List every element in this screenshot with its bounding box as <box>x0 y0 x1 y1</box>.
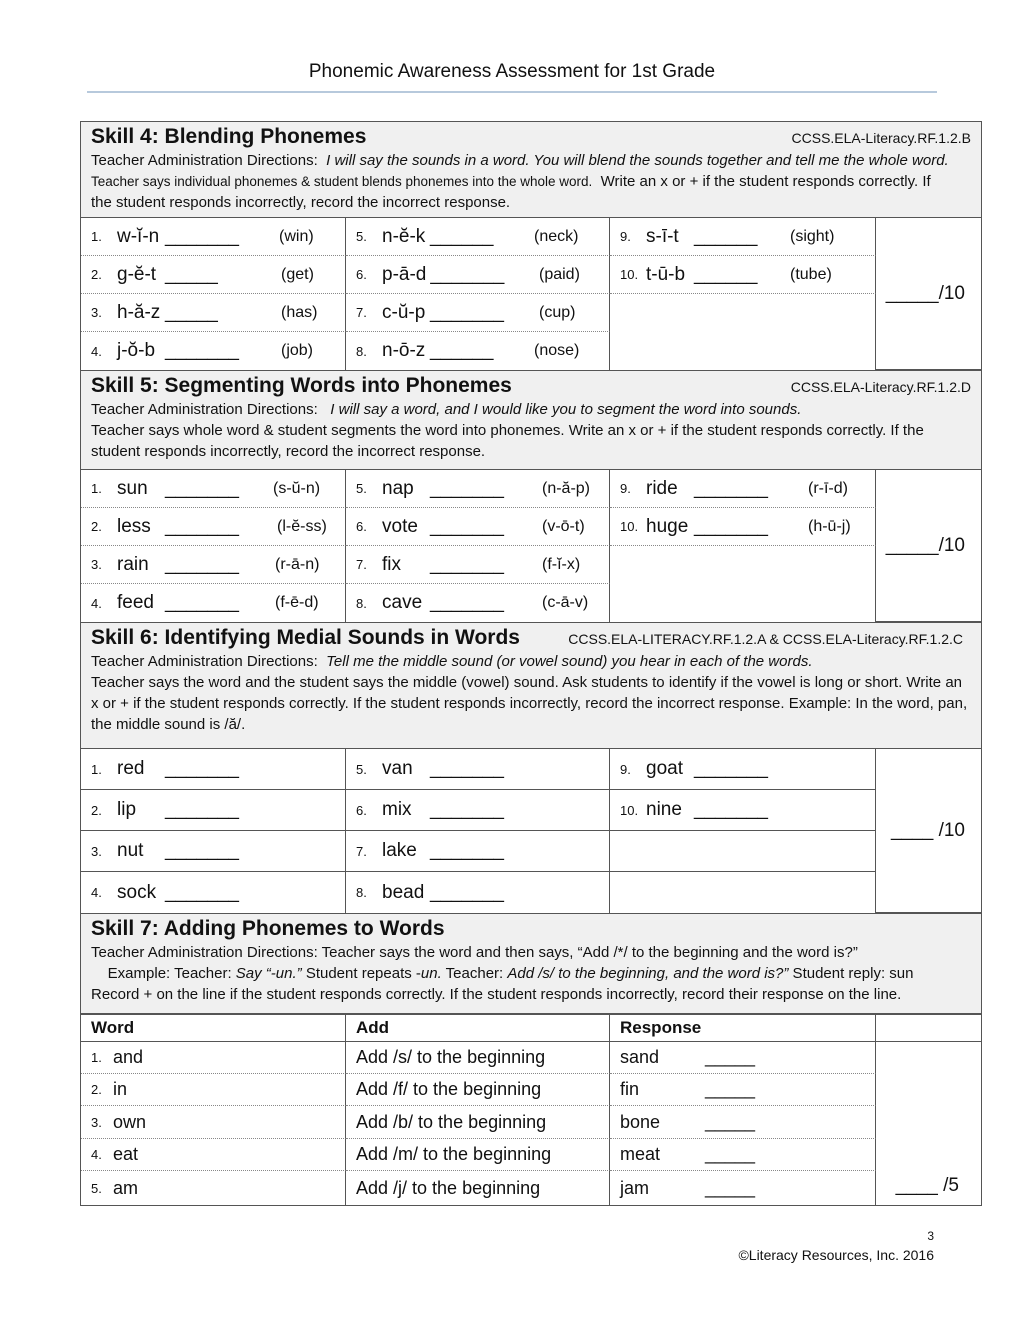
skill6-title: Skill 6: Identifying Medial Sounds in Words <box>91 626 520 649</box>
skill7-directions: Teacher Administration Directions: Teacher says the word and then says, “Add /*/ to the beginning and the word is?” Example: Teacher: Say “-un.” Student repeats -un. Teacher: Add /s/ to the beginning, and the word is?” Student reply: sun Record + on the line if the student responds correctly. If the student responds incorrectly, record their response on the line. <box>91 944 914 1003</box>
skill5-directions: Teacher Administration Directions: I will say a word, and I would like you to segment the word into sounds. Teacher says whole word & student segments the word into phonemes. Write an x or + if the student responds correctly. If the student responds incorrectly, record the incorrect response. <box>91 401 924 460</box>
col-header-score <box>876 1015 981 1042</box>
skill5-item-6[interactable]: 6. vote _______ (v-ō-t) <box>346 508 610 546</box>
skill6-item-1[interactable]: 1. red _______ <box>81 749 346 790</box>
skill7-word-4: 4. eat <box>81 1139 346 1171</box>
skill5-item-5[interactable]: 5. nap _______ (n-ă-p) <box>346 470 610 508</box>
skill4-standard-code: CCSS.ELA-Literacy.RF.1.2.B <box>791 130 971 146</box>
skill6-item-4[interactable]: 4. sock _______ <box>81 872 346 913</box>
title-divider <box>87 91 937 93</box>
skill5-item-2[interactable]: 2. less _______ (l-ĕ-ss) <box>81 508 346 546</box>
skill7-add-5: Add /j/ to the beginning <box>346 1171 610 1205</box>
skill5-item-4[interactable]: 4. feed _______ (f-ē-d) <box>81 584 346 622</box>
col-header-word: Word <box>81 1015 346 1042</box>
skill5-item-9[interactable]: 9. ride _______ (r-ī-d) <box>610 470 876 508</box>
skill4-item-3[interactable]: 3. h-ă-z _____ (has) <box>81 294 346 332</box>
skill4-empty-cell <box>610 294 876 370</box>
skill6-standard-code: CCSS.ELA-LITERACY.RF.1.2.A & CCSS.ELA-Literacy.RF.1.2.C <box>568 631 963 647</box>
skill5-item-1[interactable]: 1. sun _______ (s-ŭ-n) <box>81 470 346 508</box>
skill4-item-9[interactable]: 9. s-ī-t ______ (sight) <box>610 218 876 256</box>
skill6-score[interactable]: ____ /10 <box>876 749 981 913</box>
skill5-empty-cell <box>610 546 876 622</box>
skill5-item-7[interactable]: 7. fix _______ (f-ĭ-x) <box>346 546 610 584</box>
skill7-add-3: Add /b/ to the beginning <box>346 1106 610 1139</box>
skill7-table <box>81 1014 981 1205</box>
skill5-title: Skill 5: Segmenting Words into Phonemes <box>91 374 512 397</box>
skill7-response-1[interactable]: sand _____ <box>610 1042 876 1074</box>
skill4-item-4[interactable]: 4. j-ŏ-b _______ (job) <box>81 332 346 370</box>
skill5-items <box>81 470 981 622</box>
col-header-add: Add <box>346 1015 610 1042</box>
skill4-score[interactable]: _____/10 <box>876 218 981 370</box>
skill4-header <box>81 122 981 218</box>
page-title: Phonemic Awareness Assessment for 1st Grade <box>308 61 716 82</box>
skill7-add-1: Add /s/ to the beginning <box>346 1042 610 1074</box>
skill6-item-7[interactable]: 7. lake _______ <box>346 831 610 872</box>
skill6-item-10[interactable]: 10. nine _______ <box>610 790 876 831</box>
page-number: 3 <box>927 1229 934 1243</box>
skill6-empty-cell-2 <box>610 872 876 913</box>
copyright-notice: ©Literacy Resources, Inc. 2016 <box>738 1247 934 1263</box>
skill7-word-3: 3. own <box>81 1106 346 1139</box>
skill4-title: Skill 4: Blending Phonemes <box>91 125 367 148</box>
skill5-item-10[interactable]: 10. huge _______ (h-ū-j) <box>610 508 876 546</box>
skill7-header <box>81 913 981 1014</box>
skill4-item-1[interactable]: 1. w-ĭ-n _______ (win) <box>81 218 346 256</box>
skill5-score[interactable]: _____/10 <box>876 470 981 622</box>
skill7-score[interactable]: ____ /5 <box>895 1175 959 1196</box>
skill4-item-10[interactable]: 10. t-ū-b ______ (tube) <box>610 256 876 294</box>
skill6-empty-cell-1 <box>610 831 876 872</box>
skill6-item-3[interactable]: 3. nut _______ <box>81 831 346 872</box>
skill4-items <box>81 218 981 370</box>
skill6-item-8[interactable]: 8. bead _______ <box>346 872 610 913</box>
skill4-item-6[interactable]: 6. p-ā-d _______ (paid) <box>346 256 610 294</box>
skill6-item-5[interactable]: 5. van _______ <box>346 749 610 790</box>
assessment-sheet <box>80 121 982 1206</box>
skill4-directions: Teacher Administration Directions: I will say the sounds in a word. You will blend the sounds together and tell me the whole word. Teacher says individual phonemes & student blends phonemes into the whole word. Write an x or + if the student responds correctly. If the student responds incorrectly, record the incorrect response. <box>91 152 949 211</box>
skill6-items <box>81 749 981 913</box>
skill5-item-8[interactable]: 8. cave _______ (c-ā-v) <box>346 584 610 622</box>
skill4-item-5[interactable]: 5. n-ĕ-k ______ (neck) <box>346 218 610 256</box>
skill7-response-4[interactable]: meat _____ <box>610 1139 876 1171</box>
skill6-item-9[interactable]: 9. goat _______ <box>610 749 876 790</box>
skill5-header <box>81 370 981 470</box>
col-header-response: Response <box>610 1015 876 1042</box>
skill7-word-5: 5. am <box>81 1171 346 1205</box>
skill7-title: Skill 7: Adding Phonemes to Words <box>91 917 445 940</box>
skill4-item-7[interactable]: 7. c-ŭ-p _______ (cup) <box>346 294 610 332</box>
skill7-response-2[interactable]: fin _____ <box>610 1074 876 1106</box>
skill6-directions: Teacher Administration Directions: Tell me the middle sound (or vowel sound) you hear in each of the words. Teacher says the word and the student says the middle (vowel) sound. Ask students to identify if the vowel is long or short. Write an x or + if the student responds correctly. If the student responds incorrectly, record the incorrect response. Example: In the word, pan, the middle sound is /ă/. <box>91 653 968 733</box>
skill7-word-1: 1. and <box>81 1042 346 1074</box>
skill5-item-3[interactable]: 3. rain _______ (r-ā-n) <box>81 546 346 584</box>
skill5-standard-code: CCSS.ELA-Literacy.RF.1.2.D <box>790 379 971 395</box>
skill4-item-2[interactable]: 2. g-ĕ-t _____ (get) <box>81 256 346 294</box>
skill7-add-4: Add /m/ to the beginning <box>346 1139 610 1171</box>
skill7-word-2: 2. in <box>81 1074 346 1106</box>
skill7-add-2: Add /f/ to the beginning <box>346 1074 610 1106</box>
skill7-response-3[interactable]: bone _____ <box>610 1106 876 1139</box>
skill6-item-2[interactable]: 2. lip _______ <box>81 790 346 831</box>
skill6-header <box>81 622 981 749</box>
skill7-response-5[interactable]: jam _____ <box>610 1171 876 1205</box>
skill4-item-8[interactable]: 8. n-ō-z ______ (nose) <box>346 332 610 370</box>
skill6-item-6[interactable]: 6. mix _______ <box>346 790 610 831</box>
